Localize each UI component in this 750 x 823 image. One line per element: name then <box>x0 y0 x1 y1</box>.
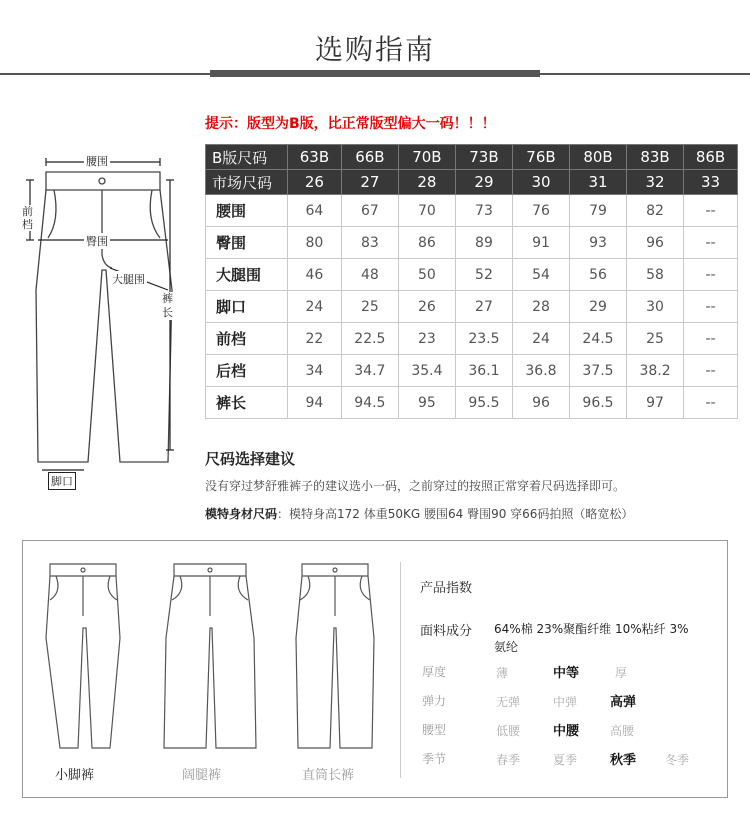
size-table-cell: 83B <box>627 145 684 170</box>
size-advice-text: 没有穿过梦舒雅裤子的建议选小一码，之前穿过的按照正常穿着尺码选择即可。 <box>205 479 626 493</box>
size-table-cell: 95.5 <box>455 387 512 419</box>
attribute-option: 无弹 <box>496 695 521 709</box>
size-table-cell: 96 <box>627 227 684 259</box>
hem-label: 脚口 <box>48 472 76 490</box>
size-table-row <box>206 291 738 323</box>
size-table-cell: 22.5 <box>341 323 398 355</box>
size-table-cell: 97 <box>627 387 684 419</box>
size-table-cell: 22 <box>288 323 342 355</box>
size-table-cell: 28 <box>512 291 569 323</box>
size-table-cell: 82 <box>627 195 684 227</box>
title-underline-bar <box>210 70 540 77</box>
pants-diagram <box>18 150 188 490</box>
size-table-row-label: 裤长 <box>206 387 288 419</box>
size-table-row-label: 后档 <box>206 355 288 387</box>
page-title: 选购指南 <box>314 33 435 66</box>
size-table-cell: -- <box>684 355 738 387</box>
size-table-cell: 86B <box>684 145 738 170</box>
size-table-cell: 70 <box>398 195 455 227</box>
size-table-cell: 38.2 <box>627 355 684 387</box>
skinny-pants-icon <box>40 558 130 758</box>
size-table <box>205 144 738 419</box>
size-table-row-label: 脚口 <box>206 291 288 323</box>
fabric-value: 64%棉 23%聚酯纤维 10%粘纤 3%氨纶 <box>494 622 689 654</box>
front-rise-label: 前档 <box>22 205 33 231</box>
size-table-cell: 63B <box>288 145 342 170</box>
size-table-cell: 23.5 <box>455 323 512 355</box>
model-label: 模特身材尺码 <box>205 507 278 521</box>
size-table-row <box>206 355 738 387</box>
fit-skinny-label: 小脚裤 <box>55 768 95 783</box>
size-table-cell: 24.5 <box>570 323 627 355</box>
attribute-option: 厚 <box>615 666 628 680</box>
size-table-row-label: 腰围 <box>206 195 288 227</box>
size-table-cell: 50 <box>398 259 455 291</box>
panel-divider <box>400 562 401 778</box>
wide-leg-pants-icon <box>160 558 260 758</box>
size-table-header-row <box>206 145 738 170</box>
size-table-cell: 86 <box>398 227 455 259</box>
size-table-cell: -- <box>684 259 738 291</box>
size-table-cell: 29 <box>455 170 512 195</box>
size-table-cell: 76 <box>512 195 569 227</box>
size-table-cell: 96 <box>512 387 569 419</box>
size-table-row <box>206 387 738 419</box>
size-table-cell: -- <box>684 227 738 259</box>
size-table-cell: 29 <box>570 291 627 323</box>
size-table-cell: 80 <box>288 227 342 259</box>
size-table-cell: 27 <box>341 170 398 195</box>
fit-wide-label: 阔腿裤 <box>182 768 222 783</box>
model-text: ：模特身高172 体重50KG 腰围64 臀围90 穿66码拍照（略宽松） <box>277 507 634 521</box>
product-index-title: 产品指数 <box>420 581 473 596</box>
waist-label: 腰围 <box>86 155 108 168</box>
attribute-option: 中弹 <box>553 695 578 709</box>
attribute-option: 中腰 <box>553 724 580 739</box>
attribute-label: 季节 <box>422 752 447 766</box>
size-table-cell: 26 <box>398 291 455 323</box>
size-table-row <box>206 195 738 227</box>
size-table-cell: 25 <box>341 291 398 323</box>
size-table-cell: 80B <box>570 145 627 170</box>
size-table-cell: 93 <box>570 227 627 259</box>
size-table-row <box>206 227 738 259</box>
thigh-label: 大腿围 <box>112 273 145 286</box>
size-table-cell: 37.5 <box>570 355 627 387</box>
size-advice-title: 尺码选择建议 <box>205 450 296 468</box>
fit-straight-label: 直筒长裤 <box>302 768 355 783</box>
size-table-cell: 30 <box>627 291 684 323</box>
size-table-cell: 54 <box>512 259 569 291</box>
size-table-row-label: 市场尺码 <box>206 170 288 195</box>
size-table-cell: 25 <box>627 323 684 355</box>
size-table-header-row <box>206 170 738 195</box>
attribute-option: 低腰 <box>496 724 521 738</box>
size-table-cell: -- <box>684 195 738 227</box>
size-table-cell: 95 <box>398 387 455 419</box>
size-table-cell: 66B <box>341 145 398 170</box>
size-table-cell: 58 <box>627 259 684 291</box>
pants-outline-icon <box>18 150 188 490</box>
size-table-cell: 32 <box>627 170 684 195</box>
size-table-cell: 28 <box>398 170 455 195</box>
size-table-row <box>206 323 738 355</box>
size-table-cell: 94 <box>288 387 342 419</box>
attribute-option: 春季 <box>496 753 521 767</box>
straight-pants-icon <box>290 558 380 758</box>
size-table-cell: 73B <box>455 145 512 170</box>
attribute-option: 冬季 <box>665 753 690 767</box>
size-table-cell: 35.4 <box>398 355 455 387</box>
attribute-option: 夏季 <box>553 753 578 767</box>
model-info <box>205 505 633 522</box>
size-table-cell: 89 <box>455 227 512 259</box>
size-table-cell: 79 <box>570 195 627 227</box>
fabric-label: 面料成分 <box>420 624 473 639</box>
attribute-option: 高腰 <box>610 724 635 738</box>
attribute-label: 厚度 <box>422 665 447 679</box>
length-label: 裤长 <box>162 292 173 319</box>
size-table-cell: 24 <box>512 323 569 355</box>
size-table-cell: 30 <box>512 170 569 195</box>
size-table-cell: 26 <box>288 170 342 195</box>
size-table-cell: 64 <box>288 195 342 227</box>
size-table-cell: 96.5 <box>570 387 627 419</box>
size-table-cell: -- <box>684 387 738 419</box>
size-table-row-label: 臀围 <box>206 227 288 259</box>
size-table-row-label: B版尺码 <box>206 145 288 170</box>
size-table-row <box>206 259 738 291</box>
size-table-cell: 23 <box>398 323 455 355</box>
attribute-option: 薄 <box>496 666 509 680</box>
size-table-cell: 56 <box>570 259 627 291</box>
size-table-cell: 73 <box>455 195 512 227</box>
attribute-option: 中等 <box>553 666 580 681</box>
size-table-cell: 31 <box>570 170 627 195</box>
size-table-cell: 91 <box>512 227 569 259</box>
size-hint: 提示：版型为B版，比正常版型偏大一码！！！ <box>205 116 496 132</box>
size-table-cell: 46 <box>288 259 342 291</box>
size-table-cell: 36.8 <box>512 355 569 387</box>
attribute-option: 高弹 <box>610 695 637 710</box>
size-table-row-label: 大腿围 <box>206 259 288 291</box>
attribute-label: 腰型 <box>422 723 447 737</box>
attribute-option: 秋季 <box>610 753 637 768</box>
size-table-cell: 36.1 <box>455 355 512 387</box>
size-table-cell: -- <box>684 323 738 355</box>
size-table-cell: 34.7 <box>341 355 398 387</box>
size-table-cell: 33 <box>684 170 738 195</box>
size-table-cell: 76B <box>512 145 569 170</box>
size-table-cell: 48 <box>341 259 398 291</box>
size-table-cell: 34 <box>288 355 342 387</box>
size-table-cell: 94.5 <box>341 387 398 419</box>
size-table-cell: 24 <box>288 291 342 323</box>
size-table-cell: -- <box>684 291 738 323</box>
size-table-cell: 67 <box>341 195 398 227</box>
size-table-cell: 27 <box>455 291 512 323</box>
attribute-label: 弹力 <box>422 694 447 708</box>
size-table-cell: 70B <box>398 145 455 170</box>
hip-label: 臀围 <box>86 235 108 248</box>
size-table-row-label: 前档 <box>206 323 288 355</box>
size-table-cell: 52 <box>455 259 512 291</box>
size-table-cell: 83 <box>341 227 398 259</box>
